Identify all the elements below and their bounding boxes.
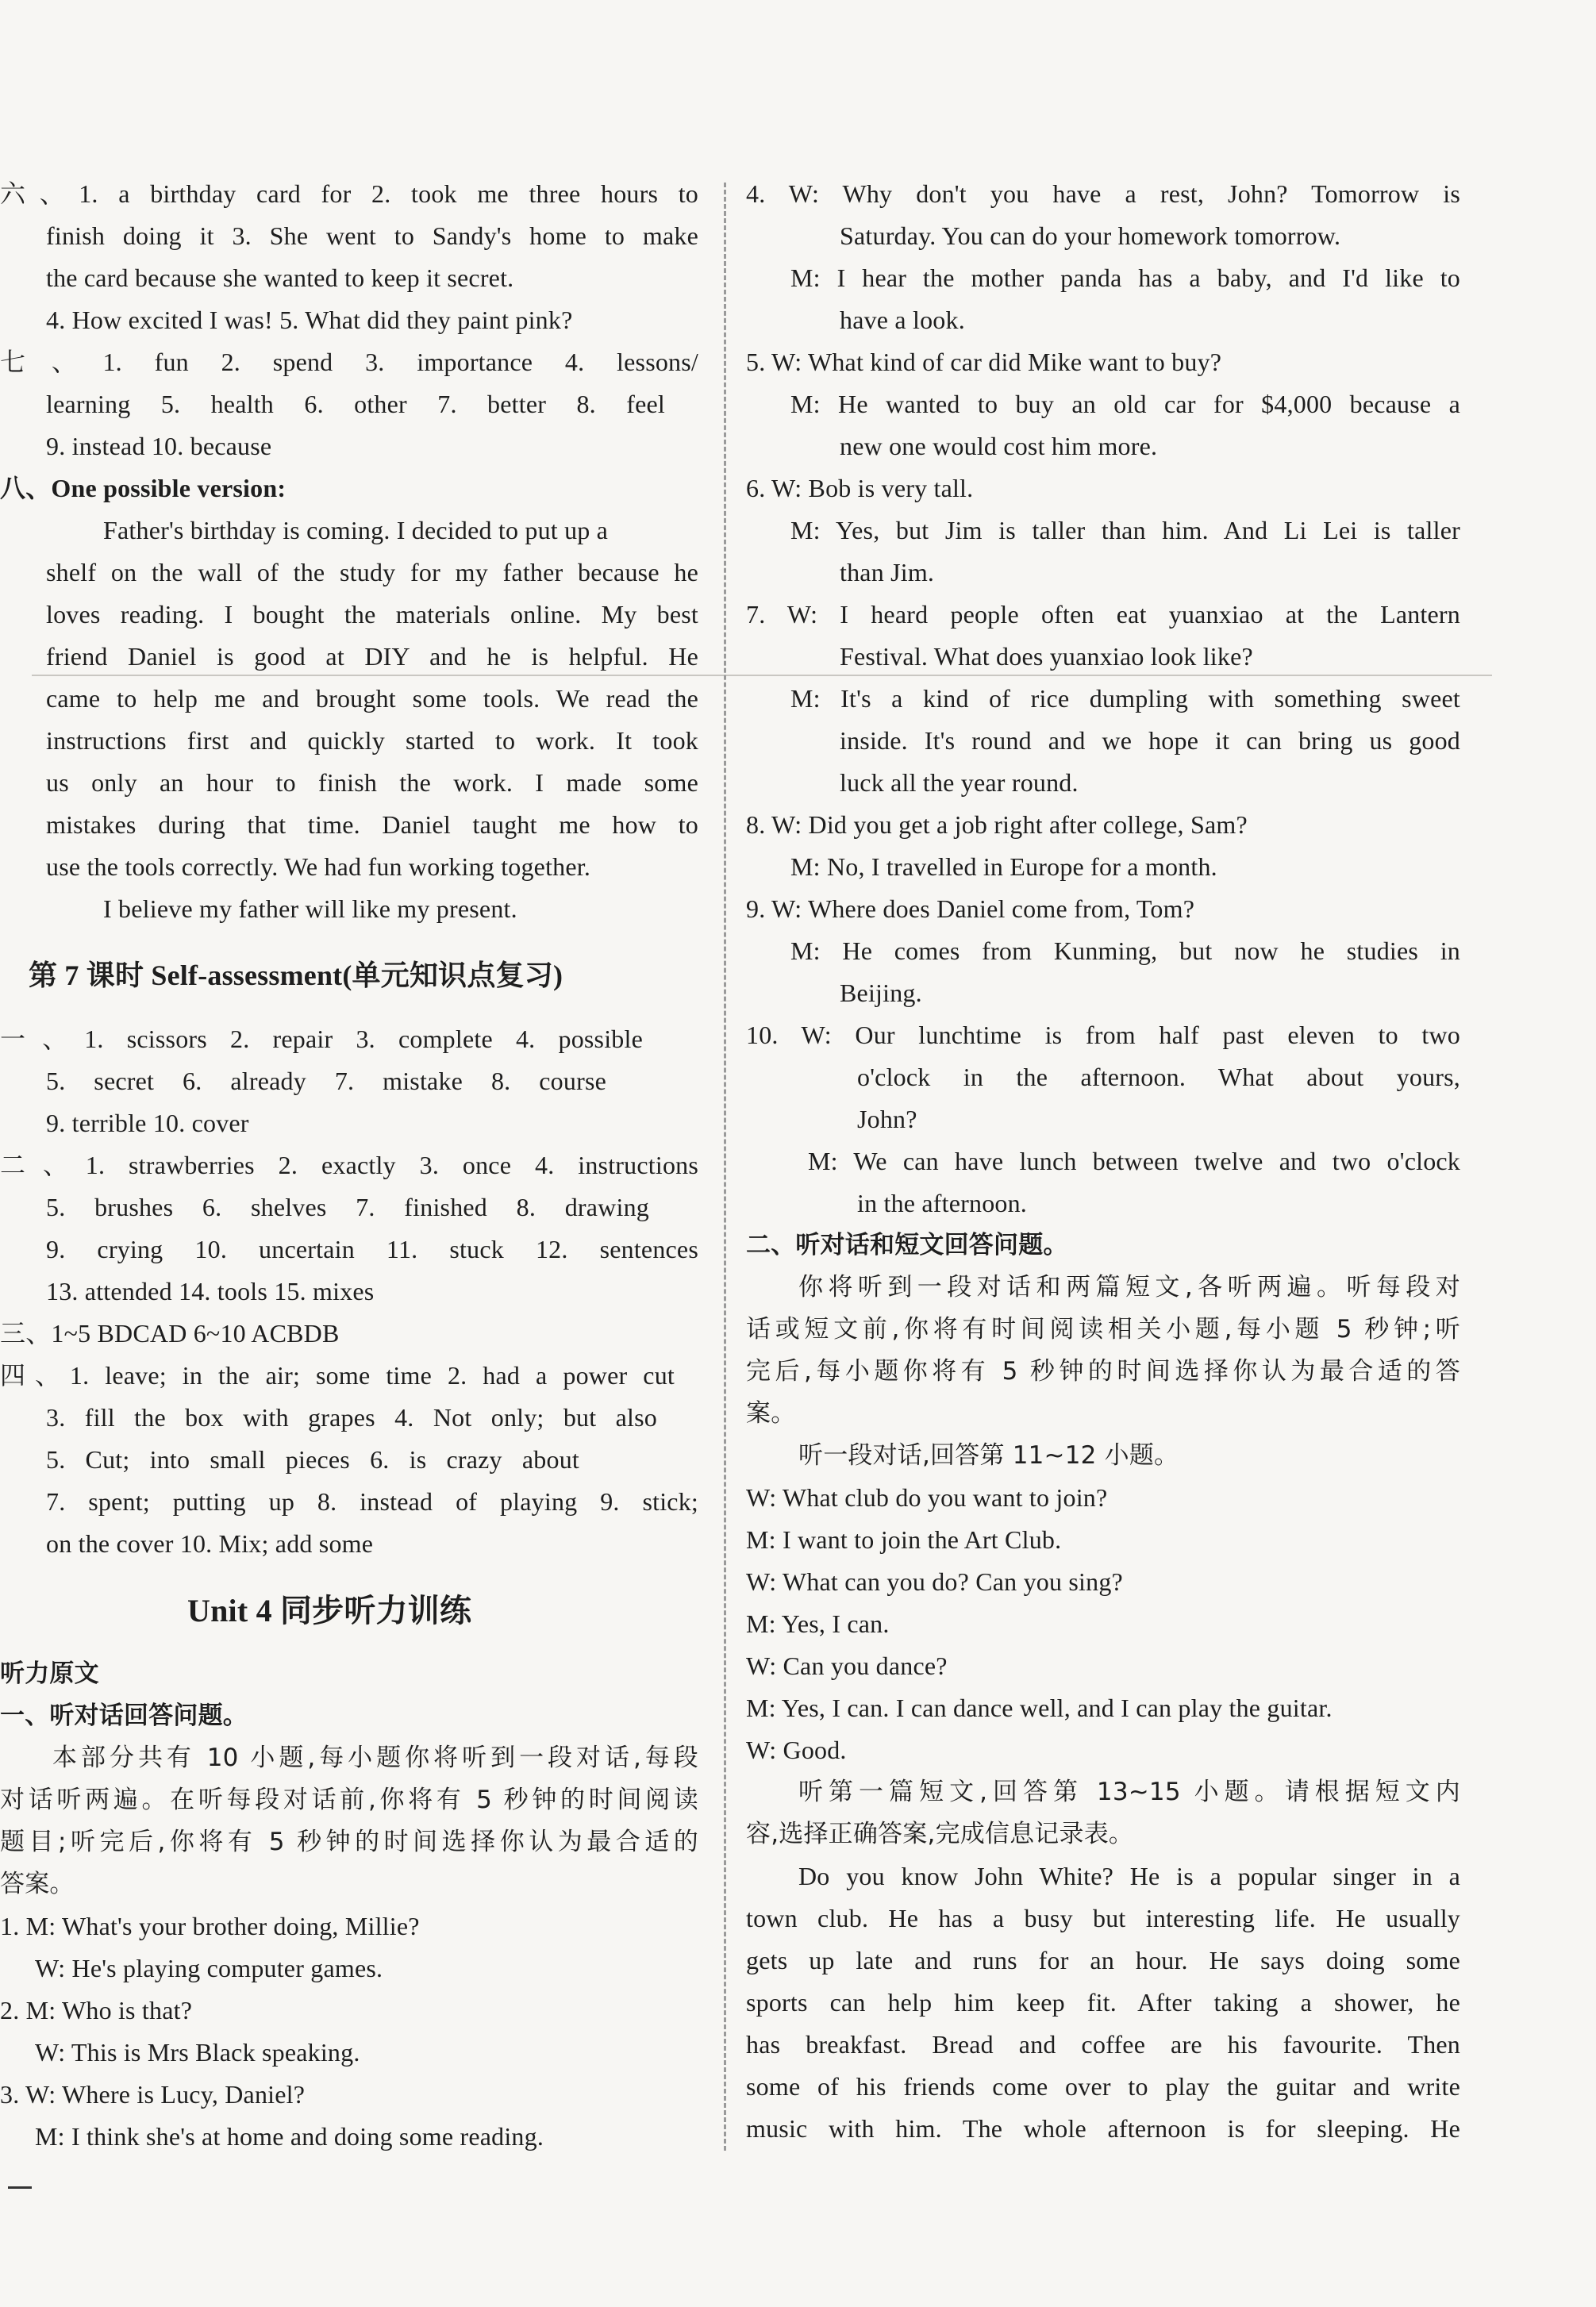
dialog-line: Beijing. [840, 979, 922, 1007]
unit-title: Unit 4 同步听力训练 [187, 1593, 472, 1628]
answer-line: finish doing it 3. She went to Sandy's home to make [46, 221, 698, 250]
footer-mark [8, 2186, 32, 2189]
answer-line: 5. brushes 6. shelves 7. finished 8. drawing [46, 1193, 649, 1221]
dialog-line: M: It's a kind of rice dumpling with something sweet [790, 684, 1460, 713]
dialog-line: M: I think she's at home and doing some reading. [35, 2122, 544, 2151]
dialog-line: M: I hear the mother panda has a baby, and I'd like to [790, 263, 1460, 292]
instruction-line: 话或短文前,你将有时间阅读相关小题,每小题 5 秒钟;听 [746, 1315, 1460, 1344]
column-divider [724, 183, 726, 2151]
passage-line: has breakfast. Bread and coffee are his favourite. Then [746, 2030, 1460, 2059]
answer-line: on the cover 10. Mix; add some [46, 1529, 374, 1558]
dialog-line: o'clock in the afternoon. What about yours, [857, 1063, 1460, 1091]
essay-line: us only an hour to finish the work. I made some [46, 768, 698, 797]
lesson-title: 第 7 课时 Self-assessment(单元知识点复习) [29, 959, 563, 991]
essay-line: loves reading. I bought the materials online. My best [46, 600, 698, 629]
instruction-line: 答案。 [0, 1870, 75, 1898]
dialog-line: 7. W: I heard people often eat yuanxiao at the Lantern [746, 600, 1460, 629]
passage-line: some of his friends come over to play the guitar and write [746, 2072, 1460, 2101]
essay-line: Father's birthday is coming. I decided to put up a [103, 516, 609, 544]
dialog-line: Festival. What does yuanxiao look like? [840, 642, 1253, 671]
dialog-line: John? [857, 1105, 917, 1133]
instruction-line: 对话听两遍。在听每段对话前,你将有 5 秒钟的时间阅读 [0, 1786, 698, 1814]
instruction-line: 本部分共有 10 小题,每小题你将听到一段对话,每段 [52, 1744, 698, 1772]
dialog-line: M: Yes, I can. I can dance well, and I can play the guitar. [746, 1694, 1333, 1722]
answer-line: 三、1~5 BDCAD 6~10 ACBDB [0, 1319, 340, 1348]
dialog-line: M: Yes, but Jim is taller than him. And Li Lei is taller [790, 516, 1460, 544]
dialog-line: M: He wanted to buy an old car for $4,000 because a [790, 390, 1460, 418]
answer-line: 5. secret 6. already 7. mistake 8. course [46, 1067, 606, 1095]
dialog-line: W: What can you do? Can you sing? [746, 1567, 1123, 1596]
dialog-line: W: Can you dance? [746, 1651, 948, 1680]
passage-line: town club. He has a busy but interesting life. He usually [746, 1904, 1460, 1932]
essay-line: use the tools correctly. We had fun working together. [46, 852, 591, 881]
dialog-line: W: This is Mrs Black speaking. [35, 2038, 360, 2067]
answer-line: 7. spent; putting up 8. instead of playing 9. stick; [46, 1487, 698, 1516]
dialog-line: in the afternoon. [857, 1189, 1027, 1217]
answer-line: the card because she wanted to keep it secret. [46, 263, 514, 292]
dialog-line: M: We can have lunch between twelve and two o'clock [808, 1147, 1460, 1175]
passage-line: Do you know John White? He is a popular singer in a [798, 1862, 1460, 1890]
part-title: 一、听对话回答问题。 [0, 1701, 248, 1730]
answer-line: 5. Cut; into small pieces 6. is crazy about [46, 1445, 579, 1474]
dialog-line: 5. W: What kind of car did Mike want to buy? [746, 348, 1222, 376]
passage-line: sports can help him keep fit. After taking a shower, he [746, 1988, 1460, 2017]
dialog-line: Saturday. You can do your homework tomorrow. [840, 221, 1341, 250]
dialog-line: 2. M: Who is that? [0, 1996, 193, 2024]
dialog-line: inside. It's round and we hope it can bring us good [840, 726, 1460, 755]
instruction-line: 听一段对话,回答第 11~12 小题。 [798, 1441, 1179, 1470]
dialog-line: M: He comes from Kunming, but now he studies in [790, 936, 1460, 965]
answer-line: 六、1. a birthday card for 2. took me three hours to [0, 179, 698, 208]
part-title: 二、听对话和短文回答问题。 [746, 1231, 1068, 1259]
essay-line: instructions first and quickly started to work. It took [46, 726, 698, 755]
instruction-line: 听第一篇短文,回答第 13~15 小题。请根据短文内 [798, 1778, 1460, 1806]
instruction-line: 案。 [746, 1399, 796, 1428]
answer-line: 四、1. leave; in the air; some time 2. had a power cut [0, 1361, 675, 1390]
dialog-line: M: Yes, I can. [746, 1609, 890, 1638]
answer-line: 9. terrible 10. cover [46, 1109, 249, 1137]
answer-line: 9. crying 10. uncertain 11. stuck 12. sentences [46, 1235, 698, 1263]
section-title: 八、One possible version: [0, 474, 287, 502]
answer-line: 9. instead 10. because [46, 432, 272, 460]
passage-line: gets up late and runs for an hour. He says doing some [746, 1946, 1460, 1974]
instruction-line: 你将听到一段对话和两篇短文,各听两遍。听每段对 [798, 1273, 1460, 1302]
dialog-line: new one would cost him more. [840, 432, 1158, 460]
dialog-line: M: No, I travelled in Europe for a month. [790, 852, 1217, 881]
answer-line: 一、1. scissors 2. repair 3. complete 4. possible [0, 1025, 643, 1053]
answer-line: learning 5. health 6. other 7. better 8. feel [46, 390, 665, 418]
dialog-line: have a look. [840, 306, 965, 334]
dialog-line: 3. W: Where is Lucy, Daniel? [0, 2080, 306, 2109]
dialog-line: 10. W: Our lunchtime is from half past eleven to two [746, 1021, 1460, 1049]
answer-line: 3. fill the box with grapes 4. Not only; but also [46, 1403, 657, 1432]
essay-line: friend Daniel is good at DIY and he is helpful. He [46, 642, 698, 671]
passage-line: music with him. The whole afternoon is for sleeping. He [746, 2114, 1460, 2143]
dialog-line: W: Good. [746, 1736, 847, 1764]
answer-line: 七、1. fun 2. spend 3. importance 4. lessons/ [0, 348, 698, 376]
listening-label: 听力原文 [0, 1659, 99, 1688]
dialog-line: luck all the year round. [840, 768, 1079, 797]
dialog-line: M: I want to join the Art Club. [746, 1525, 1062, 1554]
dialog-line: 8. W: Did you get a job right after college, Sam? [746, 810, 1248, 839]
answer-line: 4. How excited I was! 5. What did they paint pink? [46, 306, 573, 334]
dialog-line: 4. W: Why don't you have a rest, John? Tomorrow is [746, 179, 1460, 208]
essay-line: I believe my father will like my present. [103, 894, 517, 923]
dialog-line: 9. W: Where does Daniel come from, Tom? [746, 894, 1195, 923]
essay-line: shelf on the wall of the study for my father because he [46, 558, 698, 586]
essay-line: mistakes during that time. Daniel taught me how to [46, 810, 698, 839]
essay-line: came to help me and brought some tools. We read the [46, 684, 698, 713]
instruction-line: 容,选择正确答案,完成信息记录表。 [746, 1820, 1134, 1848]
dialog-line: W: What club do you want to join? [746, 1483, 1108, 1512]
dialog-line: than Jim. [840, 558, 935, 586]
instruction-line: 完后,每小题你将有 5 秒钟的时间选择你认为最合适的答 [746, 1357, 1460, 1386]
answer-line: 二、1. strawberries 2. exactly 3. once 4. instructions [0, 1151, 698, 1179]
answer-line: 13. attended 14. tools 15. mixes [46, 1277, 375, 1305]
dialog-line: W: He's playing computer games. [35, 1954, 383, 1982]
dialog-line: 6. W: Bob is very tall. [746, 474, 974, 502]
dialog-line: 1. M: What's your brother doing, Millie? [0, 1912, 420, 1940]
instruction-line: 题目;听完后,你将有 5 秒钟的时间选择你认为最合适的 [0, 1828, 698, 1856]
